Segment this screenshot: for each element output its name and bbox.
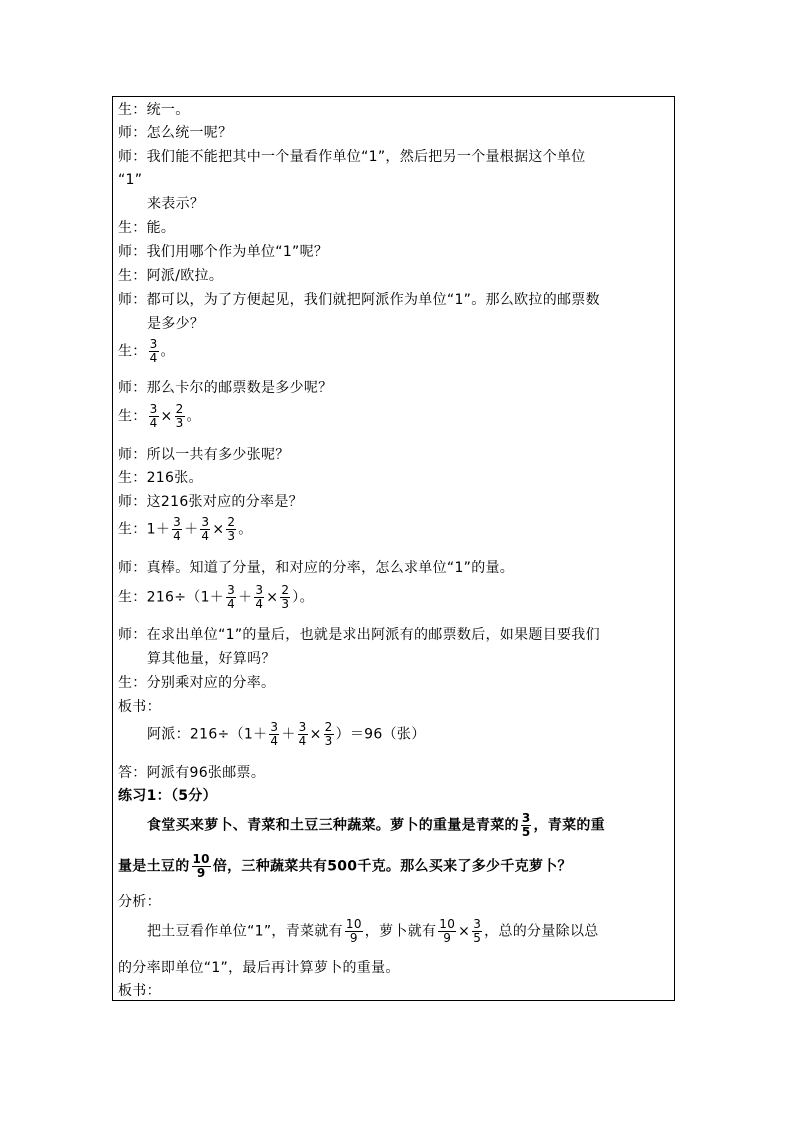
dialogue-line: 师：都可以，为了方便起见，我们就把阿派作为单位“1”。那么欧拉的邮票数 (118, 292, 600, 308)
dialogue-line: 算其他量，好算吗？ (147, 651, 276, 667)
dialogue-line: 师：在求出单位“1”的量后，也就是求出阿派有的邮票数后，如果题目要我们 (118, 627, 600, 643)
fraction: $\frac{3}{4}$ (201, 515, 210, 543)
fraction: $\frac{3}{5}$ (473, 917, 482, 945)
dialogue-line: 生：分别乘对应的分率。 (118, 675, 276, 691)
fraction: $\frac{3}{4}$ (270, 720, 279, 748)
dialogue-line: 生：阿派/欧拉。 (118, 268, 224, 284)
fraction: $\frac{3}{5}$ (521, 811, 531, 839)
dialogue-line: 师：所以一共有多少张呢？ (118, 447, 290, 463)
analysis-label: 分析： (118, 894, 161, 910)
exercise-text-line: 量是土豆的 $\frac{10}{9}$ 倍，三种蔬菜共有500千克。那么买来了多少千克萝卜？ (118, 852, 572, 880)
fraction: $\frac{3}{4}$ (149, 402, 158, 430)
fraction: $\frac{3}{4}$ (227, 583, 236, 611)
fraction: $\frac{3}{4}$ (173, 515, 182, 543)
dialogue-line: 师：我们能不能把其中一个量看作单位“1”，然后把另一个量根据这个单位 (118, 149, 586, 165)
dialogue-line: 生：能。 (118, 220, 176, 236)
answer-division-line: 生：216÷（1＋ $\frac{3}{4}$ ＋ $\frac{3}{4}$ × $\frac{2}{3}$ ）。 (118, 583, 314, 611)
dialogue-line: 来表示？ (147, 196, 205, 212)
dialogue-line: 生：统一。 (118, 102, 190, 118)
exercise-heading: 练习1：（5分） (118, 788, 217, 804)
analysis-text-line: 的分率即单位“1”，最后再计算萝卜的重量。 (118, 960, 400, 976)
exercise-text-line: 食堂买来萝卜、青菜和土豆三种蔬菜。萝卜的重量是青菜的 $\frac{3}{5}$ ，青菜的重 (147, 811, 605, 839)
blackboard-label: 板书： (118, 699, 161, 715)
fraction: $\frac{10}{9}$ (345, 917, 362, 945)
dialogue-line: 是多少？ (147, 316, 205, 332)
answer-statement: 答：阿派有96张邮票。 (118, 765, 266, 781)
fraction: $\frac{10}{9}$ (439, 917, 456, 945)
dialogue-line: 师：这216张对应的分率是？ (118, 494, 303, 510)
dialogue-line: “1” (118, 172, 143, 188)
analysis-text-line: 把土豆看作单位“1”，青菜就有 $\frac{10}{9}$ ，萝卜就有 $\frac{10}{9}$ × $\frac{3}{5}$ ，总的分量除以总 (147, 917, 599, 945)
blackboard-expression: 阿派：216÷（1＋ $\frac{3}{4}$ ＋ $\frac{3}{4}$ × $\frac{2}{3}$ ）＝96（张） (147, 720, 426, 748)
answer-sum-line: 生：1＋ $\frac{3}{4}$ ＋ $\frac{3}{4}$ × $\frac{2}{3}$ 。 (118, 515, 253, 543)
fraction: $\frac{10}{9}$ (192, 852, 210, 880)
fraction: $\frac{3}{4}$ (255, 583, 264, 611)
dialogue-line: 师：那么卡尔的邮票数是多少呢？ (118, 380, 333, 396)
speaker-label: 生： (118, 343, 147, 360)
blackboard-label: 板书： (118, 983, 161, 999)
dialogue-line: 生：216张。 (118, 470, 203, 486)
fraction: $\frac{3}{4}$ (149, 337, 158, 365)
fraction: $\frac{2}{3}$ (227, 515, 236, 543)
fraction: $\frac{2}{3}$ (324, 720, 333, 748)
dialogue-line: 师：我们用哪个作为单位“1”呢？ (118, 244, 329, 260)
fraction: $\frac{2}{3}$ (281, 583, 290, 611)
answer-product-line: 生： $\frac{3}{4}$ × $\frac{2}{3}$ 。 (118, 402, 201, 430)
dialogue-line: 师：怎么统一呢？ (118, 125, 233, 141)
fraction: $\frac{3}{4}$ (298, 720, 307, 748)
answer-fraction-line: 生： $\frac{3}{4}$ 。 (118, 337, 175, 365)
fraction: $\frac{2}{3}$ (175, 402, 184, 430)
dialogue-line: 师：真棒。知道了分量，和对应的分率，怎么求单位“1”的量。 (118, 560, 515, 576)
